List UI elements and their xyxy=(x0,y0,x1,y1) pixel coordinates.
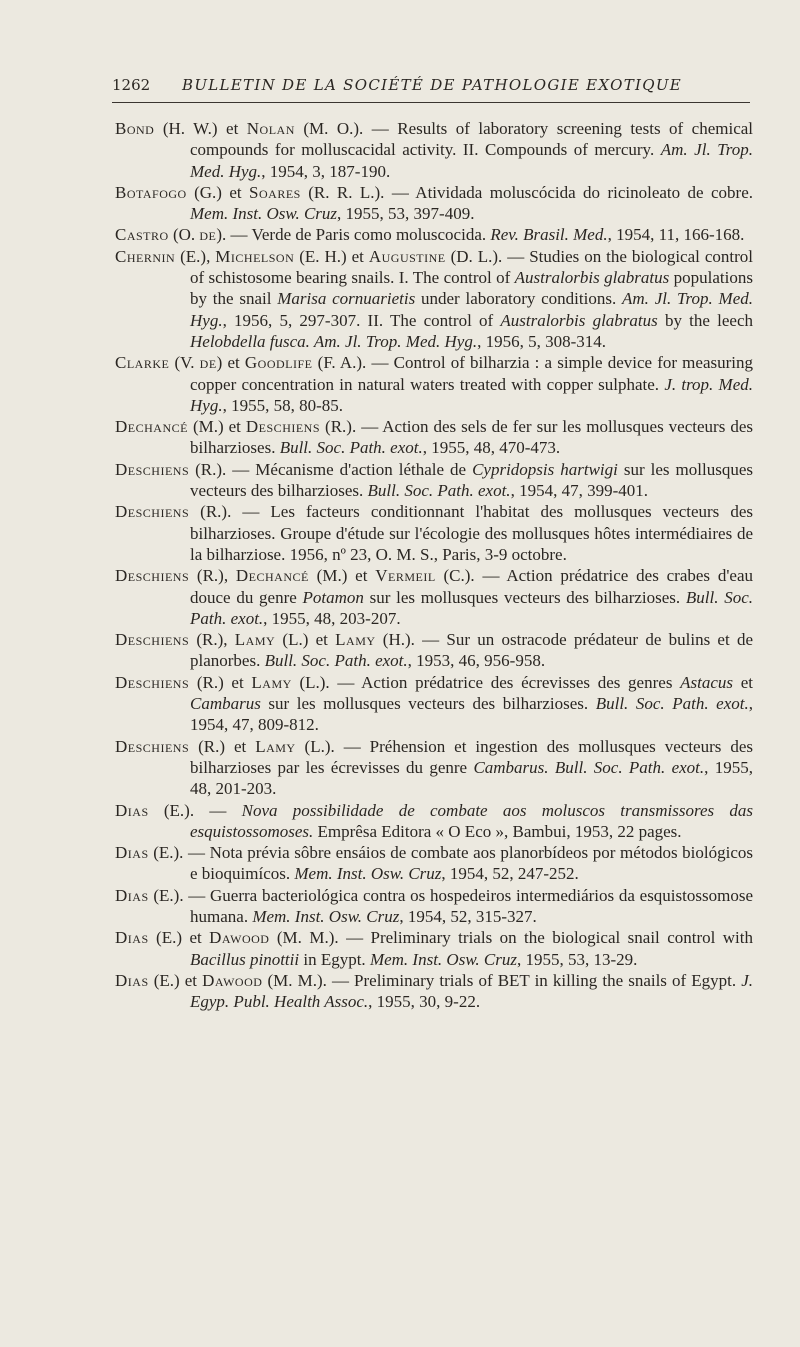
reference-italic-text: Mem. Inst. Osw. Cruz xyxy=(294,864,442,884)
reference-author: Dias xyxy=(115,970,149,990)
reference-author: Goodlife xyxy=(244,353,313,373)
reference-text: (H.). — Sur un ostracode prédateur de bulins et de planorbes. xyxy=(190,630,753,671)
reference-author: Dias xyxy=(115,928,149,948)
reference-author: Deschiens xyxy=(115,736,190,756)
reference-text: (E. H.) et xyxy=(294,246,369,266)
reference-entry xyxy=(115,842,753,885)
reference-italic-text: Mem. Inst. Osw. Cruz xyxy=(252,906,400,926)
reference-author: Deschiens xyxy=(245,417,321,437)
reference-italic-text: Potamon xyxy=(302,587,364,607)
reference-author: Deschiens xyxy=(115,630,190,650)
reference-italic-text: Marisa cornuarietis xyxy=(277,289,416,309)
reference-text: (E.). — Nota prévia sôbre ensáios de combate aos planorbídeos por métodos biológicos e bioquimícos. xyxy=(148,843,753,884)
reference-entry xyxy=(115,927,753,970)
reference-text: (F. A.). — Control of bilharzia : a simple device for measuring copper concentration in natural waters treated with copper sulphate. xyxy=(190,353,753,394)
reference-text: (L.) et xyxy=(275,630,336,650)
reference-entry xyxy=(115,224,753,245)
reference-author: Dias xyxy=(115,885,149,905)
reference-author: Deschiens xyxy=(115,672,190,692)
reference-text: ) et xyxy=(216,353,245,373)
reference-author: Dias xyxy=(115,843,149,863)
reference-text: (R.). — Action des sels de fer sur les mollusques vecteurs des bilharzioses. xyxy=(190,417,753,458)
reference-italic-text: Bacillus pinottii xyxy=(190,949,300,969)
reference-italic-text: Rev. Brasil. Med. xyxy=(490,225,608,245)
reference-italic-text: Bull. Soc. Path. exot. xyxy=(279,438,423,458)
reference-list xyxy=(115,118,753,1012)
reference-author: Lamy xyxy=(255,736,296,756)
reference-italic-text: Bull. Soc. Path. exot. xyxy=(595,694,749,714)
reference-author: Clarke xyxy=(115,353,170,373)
reference-author: Deschiens xyxy=(115,459,190,479)
reference-author: Bond xyxy=(115,119,155,138)
reference-author: Deschiens xyxy=(115,502,190,522)
reference-text: (L.). — Préhension et ingestion des mollusques vecteurs des bilharzioses par les écrevisses du genre xyxy=(190,736,753,777)
reference-text: sur les mollusques vecteurs des bilharzioses. xyxy=(363,587,686,607)
reference-text: , 1955, 53, 13-29. xyxy=(516,949,638,969)
reference-text: (M. M.). — Preliminary trials on the biological snail control with xyxy=(269,928,753,948)
reference-entry xyxy=(115,459,753,502)
reference-author: Michelson xyxy=(215,246,295,266)
reference-italic-text: Australorbis glabratus xyxy=(500,310,658,330)
reference-author: Dechancé xyxy=(115,417,188,437)
reference-entry xyxy=(115,970,753,1013)
reference-text: , 1954, 52, 247-252. xyxy=(441,864,579,884)
reference-text: , 1954, 11, 166-168. xyxy=(607,225,745,245)
reference-italic-text: Astacus xyxy=(680,672,734,692)
reference-author: Lamy xyxy=(335,630,376,650)
reference-author: Nolan xyxy=(246,119,295,138)
reference-italic-text: Mem. Inst. Osw. Cruz xyxy=(369,949,517,969)
reference-text: by the leech xyxy=(657,310,753,330)
page-number: 1262 xyxy=(112,76,151,94)
reference-author: Lamy xyxy=(251,672,292,692)
reference-entry xyxy=(115,182,753,225)
reference-entry xyxy=(115,352,753,416)
reference-entry xyxy=(115,565,753,629)
reference-text: , 1955, 48, 201-203. xyxy=(190,757,753,799)
reference-text: (R.), xyxy=(189,630,235,650)
reference-italic-text: Helobdella fusca. Am. Jl. Trop. Med. Hyg. xyxy=(190,331,478,351)
reference-author: Botafogo xyxy=(115,182,187,202)
reference-author: Castro xyxy=(115,225,169,245)
reference-text: under laboratory conditions. xyxy=(415,289,623,309)
running-title: BULLETIN DE LA SOCIÉTÉ DE PATHOLOGIE EXOTIQUE xyxy=(182,76,683,94)
reference-italic-text: Am. Jl. Trop. Med. Hyg. xyxy=(190,140,753,181)
reference-text: (M.) et xyxy=(187,417,246,437)
reference-text: (R.), xyxy=(189,566,236,586)
reference-entry xyxy=(115,246,753,352)
reference-author: Dawood xyxy=(209,928,270,948)
reference-entry xyxy=(115,885,753,928)
reference-text: , 1955, 48, 470-473. xyxy=(422,438,561,458)
reference-text: ). — Verde de Paris como moluscocida. xyxy=(216,225,491,245)
reference-text: , 1954, 3, 187-190. xyxy=(261,161,391,181)
reference-author: Dechancé xyxy=(235,566,309,586)
reference-italic-text: Bull. Soc. Path. exot. xyxy=(367,481,511,501)
running-header xyxy=(112,76,750,103)
reference-entry xyxy=(115,736,753,800)
reference-author: Deschiens xyxy=(115,566,190,586)
reference-author: Soares xyxy=(249,182,301,202)
reference-text: (E.). — Guerra bacteriológica contra os hospedeiros intermediários da esquistossomose humana. xyxy=(148,885,753,926)
reference-text: (R.) et xyxy=(189,736,256,756)
reference-author: Chernin xyxy=(115,246,176,266)
reference-text: in Egypt. xyxy=(299,949,370,969)
reference-text: (M. O.). — Results of laboratory screening tests of chemical compounds for molluscacidal activity. II. Compounds of mercury. xyxy=(190,119,754,160)
reference-text: (M.) et xyxy=(308,566,376,586)
reference-text: sur les mollusques vecteurs des bilharzioses. xyxy=(260,694,596,714)
reference-text: , 1956, 5, 308-314. xyxy=(477,331,606,351)
reference-author: Lamy xyxy=(234,630,276,650)
reference-text: (D. L.). — Studies on the biological control of schistosome bearing snails. I. The control of xyxy=(190,246,753,288)
reference-text: (E.). — xyxy=(148,800,242,820)
reference-author: Dias xyxy=(115,800,149,820)
reference-text: (M. M.). — Preliminary trials of BET in killing the snails of Egypt. xyxy=(262,970,742,990)
reference-text: , 1954, 52, 315-327. xyxy=(399,906,537,926)
reference-text: , 1956, 5, 297-307. II. The control of xyxy=(222,310,501,330)
reference-text: (R. R. L.). — Atividada moluscócida do ricinoleato de cobre. xyxy=(300,182,753,202)
reference-text: (V. xyxy=(169,353,200,373)
reference-italic-text: J. Egyp. Publ. Health Assoc. xyxy=(190,970,753,1012)
reference-text: (G.) et xyxy=(186,182,250,202)
reference-italic-text: Bull. Soc. Path. exot. xyxy=(190,587,753,628)
reference-italic-text: Mem. Inst. Osw. Cruz xyxy=(190,204,338,224)
reference-entry xyxy=(115,501,753,565)
reference-text: (L.). — Action prédatrice des écrevisses des genres xyxy=(291,672,681,692)
reference-author: Vermeil xyxy=(375,566,436,586)
reference-text: et xyxy=(733,672,753,692)
reference-text: (E.) et xyxy=(148,928,210,948)
reference-text: , 1954, 47, 399-401. xyxy=(510,481,648,501)
reference-text: , 1955, 30, 9-22. xyxy=(368,992,481,1012)
reference-entry xyxy=(115,118,753,182)
reference-text: Emprêsa Editora « O Eco », Bambui, 1953, 22 pages. xyxy=(313,821,682,841)
reference-text: (R.). — Mécanisme d'action léthale de xyxy=(189,459,473,479)
reference-text: (E.) et xyxy=(148,970,203,990)
reference-text: , 1953, 46, 956-958. xyxy=(407,651,546,671)
reference-italic-text: Australorbis glabratus xyxy=(514,268,670,288)
reference-text: (E.), xyxy=(175,246,216,266)
reference-italic-text: Cypridopsis hartwigi xyxy=(472,459,618,479)
reference-text: , 1955, 48, 203-207. xyxy=(263,608,401,628)
reference-text: (R.) et xyxy=(189,672,252,692)
reference-text: (C.). — Action prédatrice des crabes d'eau douce du genre xyxy=(190,566,753,607)
reference-text: (R.). — Les facteurs conditionnant l'habitat des mollusques vecteurs des bilharzioses. Groupe d'étude sur l'écologie des mollusques hôtes intermédiaires de la bilharziose. 1956, nº 23, O. M. S., Paris, 3-9 octobre. xyxy=(189,502,753,564)
reference-text: sur les mollusques vecteurs des bilharzioses. xyxy=(190,459,753,501)
reference-italic-text: Nova possibilidade de combate aos moluscos transmissores das esquistossomoses. xyxy=(190,800,753,841)
reference-text: (H. W.) et xyxy=(154,119,247,138)
reference-italic-text: J. trop. Med. Hyg. xyxy=(190,374,753,415)
reference-author: de xyxy=(199,225,217,245)
reference-italic-text: Bull. Soc. Path. exot. xyxy=(264,651,408,671)
reference-author: de xyxy=(199,353,217,373)
reference-italic-text: Cambarus xyxy=(190,694,261,714)
reference-italic-text: Cambarus. Bull. Soc. Path. exot. xyxy=(473,757,705,777)
reference-italic-text: Am. Jl. Trop. Med. Hyg. xyxy=(190,289,753,330)
reference-text: , 1955, 58, 80-85. xyxy=(222,395,343,415)
reference-entry xyxy=(115,629,753,672)
reference-entry xyxy=(115,672,753,736)
reference-text: populations by the snail xyxy=(190,268,753,309)
reference-text: (O. xyxy=(168,225,200,245)
reference-entry xyxy=(115,416,753,459)
reference-text: , 1955, 53, 397-409. xyxy=(337,204,475,224)
reference-author: Dawood xyxy=(202,970,263,990)
reference-entry xyxy=(115,800,753,843)
reference-text: , 1954, 47, 809-812. xyxy=(190,694,753,735)
reference-author: Augustine xyxy=(368,246,446,266)
